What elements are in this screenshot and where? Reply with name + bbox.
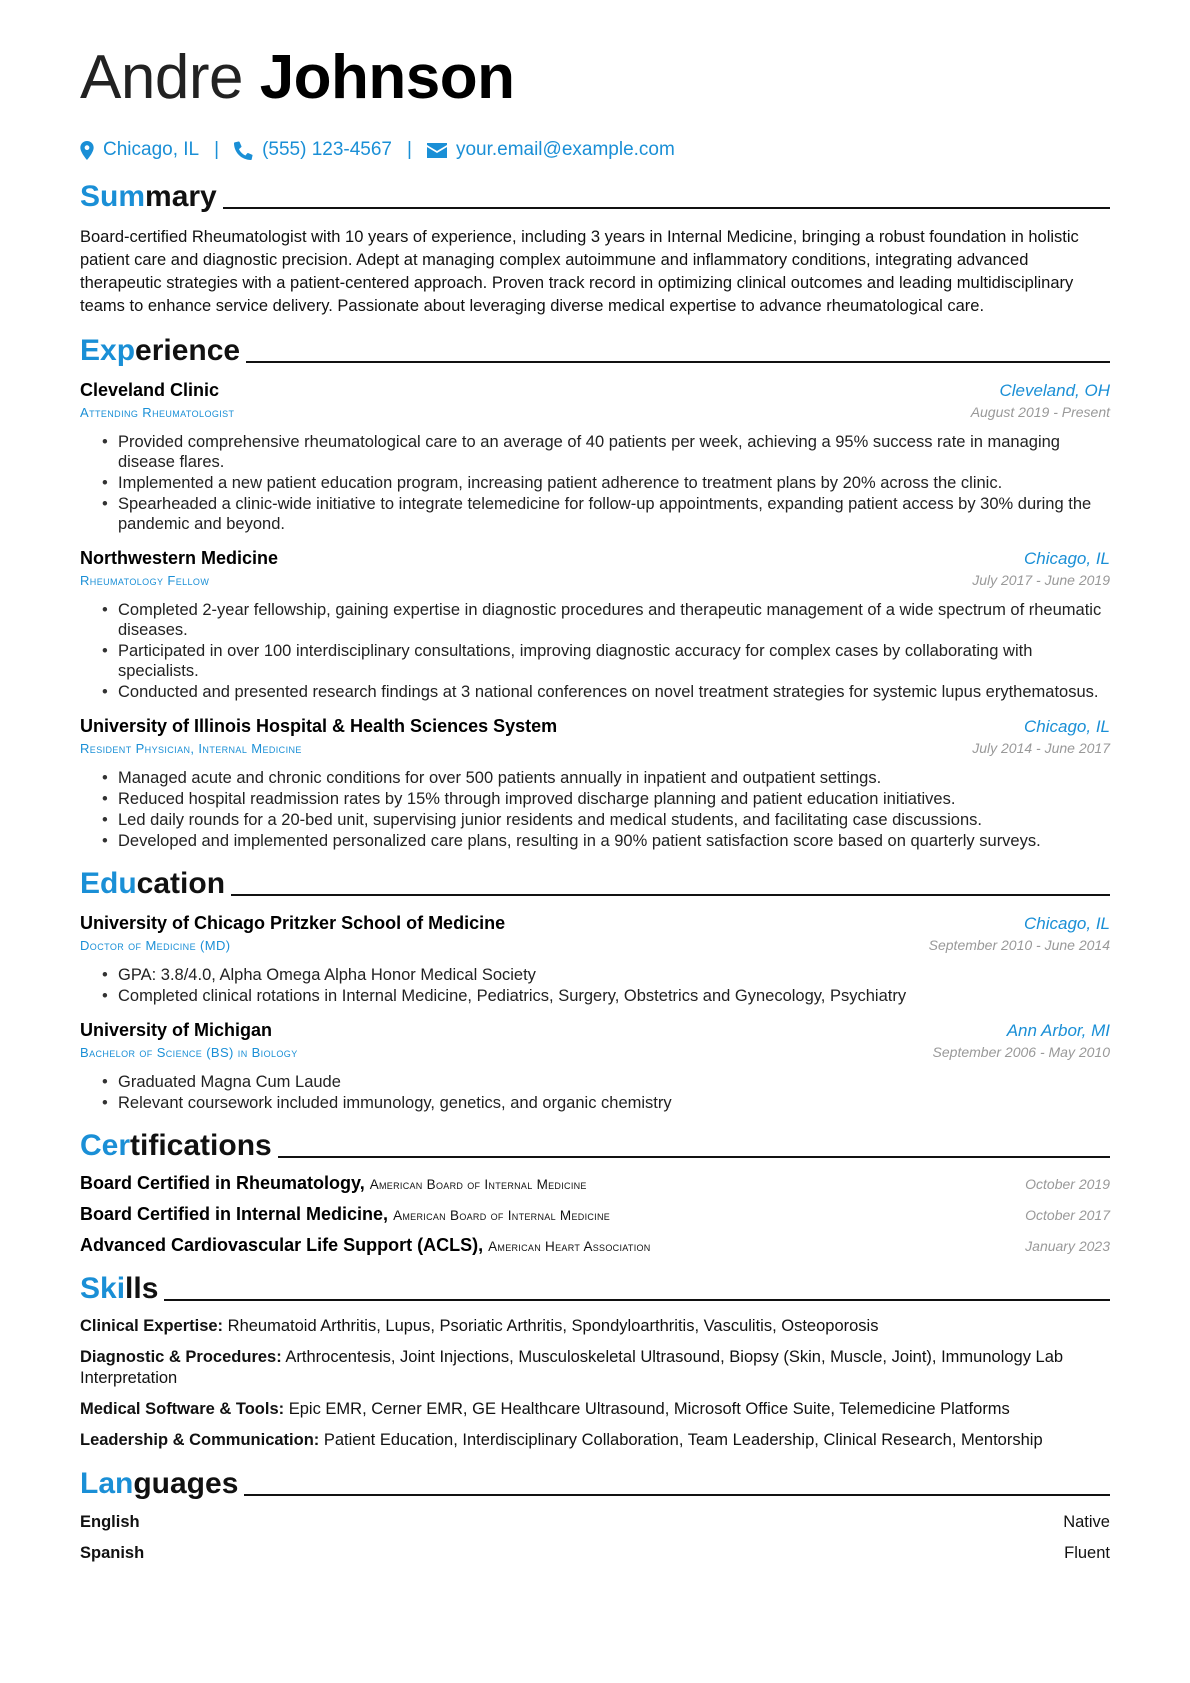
certifications-list (80, 1173, 1110, 1256)
certification-item: Advanced Cardiovascular Life Support (ACLS), American Heart Association January 2023 (80, 1235, 1110, 1255)
school-location: Ann Arbor, MI (1006, 1021, 1110, 1040)
languages-heading: Languages (80, 1463, 1110, 1501)
candidate-name (80, 40, 1110, 116)
skill-label: Clinical Expertise: (80, 1317, 224, 1335)
contact-location (80, 139, 199, 161)
experience-entry (80, 380, 1110, 534)
skills-heading: Skills (80, 1268, 1110, 1306)
list-item: • Completed clinical rotations in Internal Medicine, Pediatrics, Surgery, Obstetrics and Gynecology, Psychiatry (102, 986, 1110, 1006)
education-list (80, 913, 1110, 1113)
skill-row (80, 1430, 1110, 1451)
education-entry (80, 1020, 1110, 1113)
skill-label: Diagnostic & Procedures: (80, 1348, 282, 1366)
certification-date: October 2019 (1025, 1176, 1110, 1192)
section-rule (223, 207, 1110, 209)
experience-list (80, 380, 1110, 851)
envelope-icon (427, 143, 447, 158)
email-text: your.email@example.com (455, 139, 675, 160)
certification-org: American Board of Internal Medicine (393, 1208, 611, 1223)
certification-org: American Board of Internal Medicine (369, 1177, 587, 1192)
section-rule (164, 1299, 1110, 1301)
certification-item: Board Certified in Rheumatology, American Board of Internal Medicine October 2019 (80, 1173, 1110, 1193)
education-dates: September 2006 - May 2010 (932, 1044, 1110, 1060)
summary-heading: Summary (80, 176, 1110, 214)
section-rule (278, 1156, 1110, 1158)
education-heading: Education (80, 863, 1110, 901)
education-entry (80, 913, 1110, 1006)
language-row (80, 1513, 1110, 1532)
skill-label: Medical Software & Tools: (80, 1400, 285, 1418)
list-item: • Conducted and presented research findings at 3 national conferences on novel treatment strategies for systemic lupus erythematosus. (102, 682, 1110, 702)
experience-heading: Experience (80, 330, 1110, 368)
education-bullets (80, 1072, 1110, 1113)
certifications-heading: Certifications (80, 1125, 1110, 1163)
list-item: • GPA: 3.8/4.0, Alpha Omega Alpha Honor Medical Society (102, 965, 1110, 985)
skill-value: Epic EMR, Cerner EMR, GE Healthcare Ultrasound, Microsoft Office Suite, Telemedicine Platforms (288, 1400, 1010, 1418)
skill-label: Leadership & Communication: (80, 1431, 320, 1449)
job-dates: August 2019 - Present (970, 404, 1110, 420)
skill-value: Arthrocentesis, Joint Injections, Musculoskeletal Ultrasound, Biopsy (Skin, Muscle, Joint), Immunology Lab Interpretation (80, 1348, 1064, 1387)
map-pin-icon (80, 141, 94, 160)
employer-location: Cleveland, OH (999, 381, 1110, 400)
certification-title: Board Certified in Internal Medicine (80, 1204, 384, 1224)
list-item: • Led daily rounds for a 20-bed unit, supervising junior residents and medical students, and facilitating case discussions. (102, 810, 1110, 830)
employer-name: Cleveland Clinic (80, 380, 220, 400)
language-name: English (80, 1513, 140, 1531)
list-item: • Relevant coursework included immunology, genetics, and organic chemistry (102, 1093, 1110, 1113)
language-row (80, 1544, 1110, 1563)
skill-value: Patient Education, Interdisciplinary Collaboration, Team Leadership, Clinical Research, Mentorship (323, 1431, 1043, 1449)
contact-separator: | (407, 139, 412, 160)
contact-separator: | (214, 139, 220, 160)
skill-row (80, 1399, 1110, 1420)
school-name: University of Chicago Pritzker School of Medicine (80, 913, 506, 933)
education-dates: September 2010 - June 2014 (928, 937, 1110, 953)
skill-row (80, 1347, 1110, 1389)
language-level: Native (1063, 1513, 1110, 1531)
list-item: • Provided comprehensive rheumatological care to an average of 40 patients per week, achieving a 95% success rate in managing disease flares. (102, 432, 1110, 472)
job-title: Attending Rheumatologist (80, 405, 235, 420)
employer-location: Chicago, IL (1024, 549, 1110, 568)
list-item: • Developed and implemented personalized care plans, resulting in a 90% patient satisfaction score based on quarterly surveys. (102, 831, 1110, 851)
experience-entry (80, 548, 1110, 702)
list-item: • Participated in over 100 interdisciplinary consultations, improving diagnostic accuracy for complex cases by collaborating with specialists. (102, 641, 1110, 681)
job-title: Resident Physician, Internal Medicine (80, 741, 302, 756)
job-title: Rheumatology Fellow (80, 573, 210, 588)
certification-title: Board Certified in Rheumatology (80, 1173, 360, 1193)
list-item: • Completed 2-year fellowship, gaining expertise in diagnostic procedures and therapeutic management of a wide spectrum of rheumatic diseases. (102, 600, 1110, 640)
phone-icon (234, 141, 253, 160)
degree: Doctor of Medicine (MD) (80, 938, 231, 953)
certification-item: Board Certified in Internal Medicine, American Board of Internal Medicine October 2017 (80, 1204, 1110, 1224)
skill-value: Rheumatoid Arthritis, Lupus, Psoriatic Arthritis, Spondyloarthritis, Vasculitis, Osteoporosis (227, 1317, 879, 1335)
certification-date: January 2023 (1025, 1238, 1110, 1254)
job-bullets (80, 768, 1110, 851)
summary-text: Board-certified Rheumatologist with 10 years of experience, including 3 years in Internal Medicine, bringing a robust foundation in holistic patient care and diagnostic precision. Adept at managing complex autoimmune and inflammatory conditions, integrating advanced therapeutic strategies with a patient-centered approach. Proven track record in optimizing clinical outcomes and leading multidisciplinary teams to enhance service delivery. Passionate about leveraging diverse medical expertise to advance rheumatological care. (80, 228, 1079, 315)
last-name: Johnson (259, 43, 515, 112)
education-bullets (80, 965, 1110, 1006)
job-dates: July 2017 - June 2019 (972, 572, 1110, 588)
section-rule (246, 361, 1110, 363)
contact-bar (80, 136, 1110, 164)
experience-entry (80, 716, 1110, 851)
language-level: Fluent (1064, 1544, 1110, 1562)
skills-list (80, 1316, 1110, 1451)
language-name: Spanish (80, 1544, 145, 1562)
employer-name: Northwestern Medicine (80, 548, 279, 568)
phone-text: (555) 123-4567 (262, 139, 392, 160)
list-item: • Managed acute and chronic conditions for over 500 patients annually in inpatient and outpatient settings. (102, 768, 1110, 788)
first-name: Andre (80, 43, 243, 112)
employer-location: Chicago, IL (1024, 717, 1110, 736)
employer-name: University of Illinois Hospital & Health Sciences System (80, 716, 558, 736)
list-item: • Spearheaded a clinic-wide initiative to integrate telemedicine for follow-up appointments, expanding patient access by 30% during the pandemic and beyond. (102, 494, 1110, 534)
certification-date: October 2017 (1025, 1207, 1110, 1223)
list-item: • Graduated Magna Cum Laude (102, 1072, 1110, 1092)
location-text: Chicago, IL (103, 139, 200, 160)
list-item: • Implemented a new patient education program, increasing patient adherence to treatment plans by 20% across the clinic. (102, 473, 1110, 493)
job-dates: July 2014 - June 2017 (972, 740, 1110, 756)
certification-title: Advanced Cardiovascular Life Support (ACLS) (80, 1235, 479, 1255)
languages-list (80, 1513, 1110, 1563)
contact-email[interactable] (427, 139, 675, 161)
job-bullets (80, 432, 1110, 534)
school-name: University of Michigan (80, 1020, 273, 1040)
section-rule (244, 1494, 1110, 1496)
list-item: • Reduced hospital readmission rates by 15% through improved discharge planning and patient education initiatives. (102, 789, 1110, 809)
certification-org: American Heart Association (488, 1239, 651, 1254)
school-location: Chicago, IL (1024, 914, 1110, 933)
degree: Bachelor of Science (BS) in Biology (80, 1045, 298, 1060)
section-rule (231, 894, 1110, 896)
job-bullets (80, 600, 1110, 702)
skill-row (80, 1316, 1110, 1337)
contact-phone[interactable] (234, 139, 392, 161)
